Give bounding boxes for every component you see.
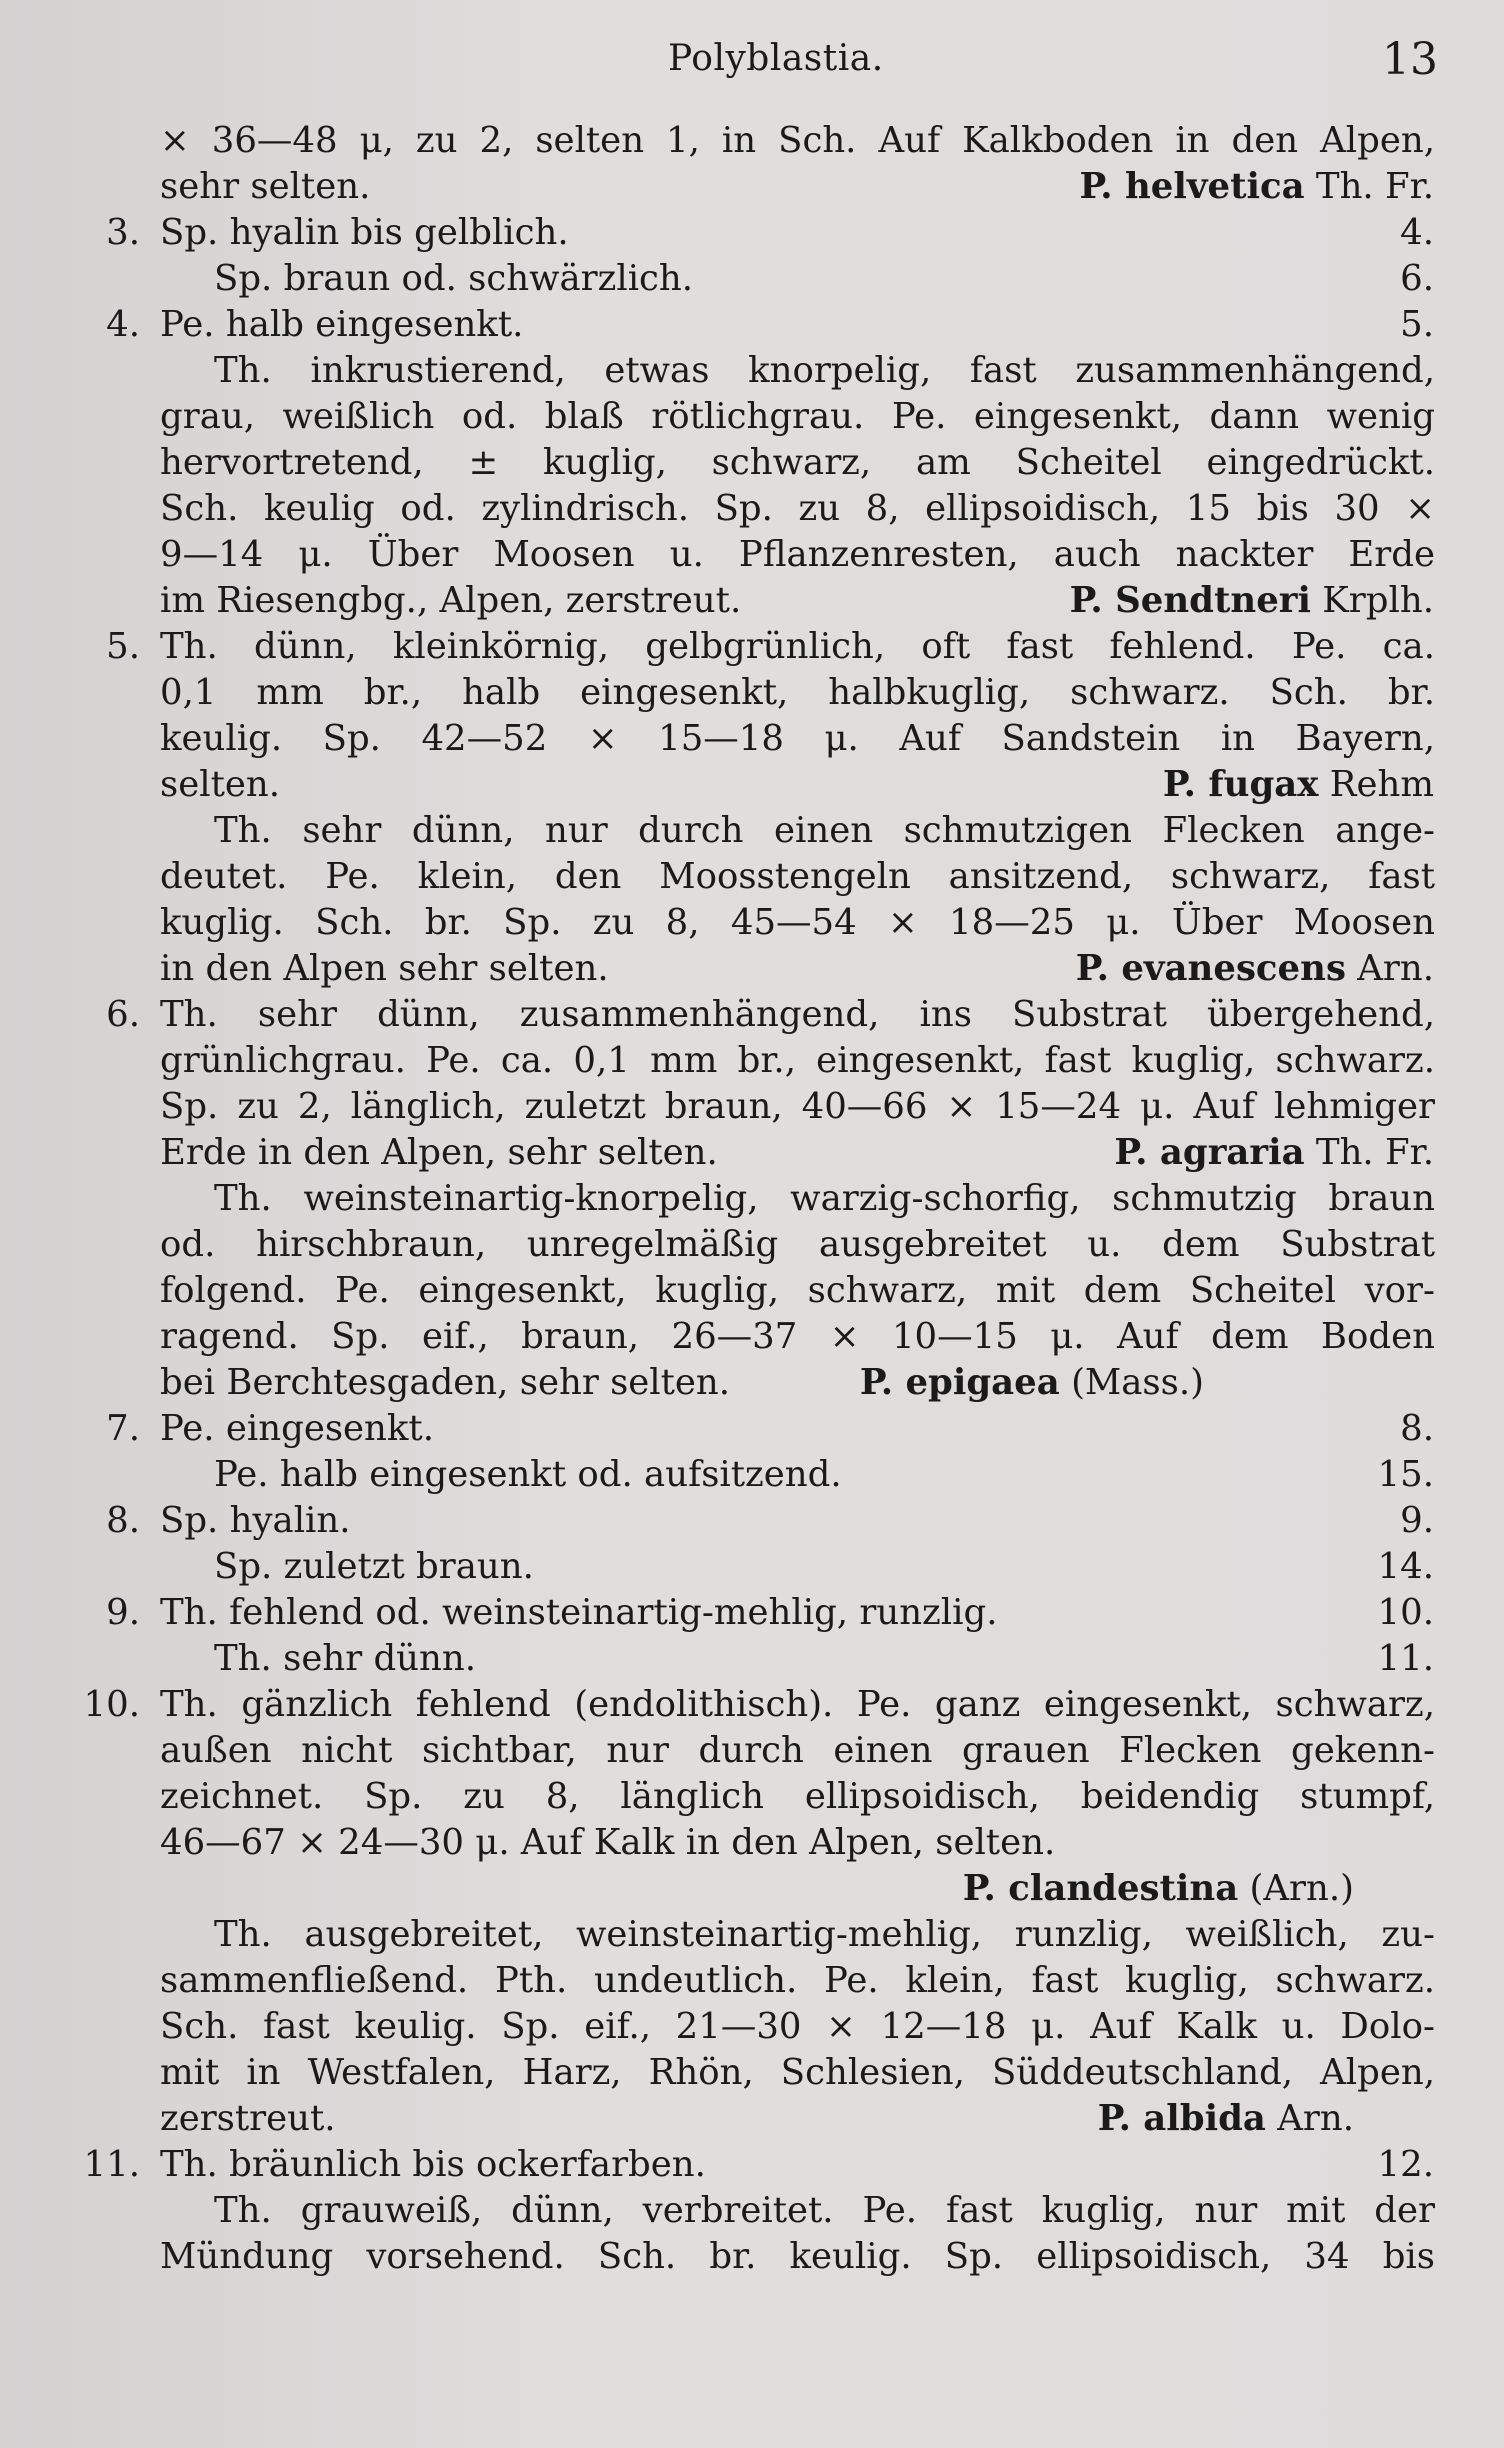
- text-line: folgend. Pe. eingesenkt, kuglig, schwarz, mit dem Scheitel vor-: [160, 1270, 1435, 1311]
- couplet-reference: 4.: [1400, 212, 1434, 253]
- key-couplet: Th. sehr dünn. 11.: [0, 1636, 1504, 1682]
- key-couplet: Sp. braun od. schwärzlich. 6.: [0, 256, 1504, 302]
- couplet-number: 3.: [106, 212, 140, 253]
- text-line: in den Alpen sehr selten. P. evanescens Arn.: [0, 946, 1504, 992]
- text-line: × 36—48 μ, zu 2, selten 1, in Sch. Auf Kalkboden in den Alpen,: [160, 120, 1435, 161]
- text-line: hervortretend, ± kuglig, schwarz, am Scheitel eingedrückt.: [160, 442, 1435, 483]
- text-line: Sch. keulig od. zylindrisch. Sp. zu 8, ellipsoidisch, 15 bis 30 ×: [160, 488, 1435, 529]
- text-line: Th. sehr dünn, nur durch einen schmutzigen Flecken ange-: [214, 810, 1435, 851]
- text-line: im Riesengbg., Alpen, zerstreut. P. Sendtneri Krplh.: [0, 578, 1504, 624]
- text-line: Th. grauweiß, dünn, verbreitet. Pe. fast kuglig, nur mit der: [214, 2190, 1435, 2231]
- couplet-number: 6.: [106, 994, 140, 1035]
- couplet-reference: 10.: [1377, 1592, 1434, 1633]
- text-line: sehr selten. P. helvetica Th. Fr.: [0, 164, 1504, 210]
- couplet-number: 9.: [106, 1592, 140, 1633]
- key-couplet: Sp. zuletzt braun. 14.: [0, 1544, 1504, 1590]
- couplet-reference: 9.: [1400, 1500, 1434, 1541]
- text-line: bei Berchtesgaden, sehr selten. P. epigaea (Mass.): [0, 1360, 1504, 1406]
- species-name: P. helvetica Th. Fr.: [1079, 166, 1434, 207]
- text-line: 9—14 μ. Über Moosen u. Pflanzenresten, auch nackter Erde: [160, 534, 1435, 575]
- couplet-reference: 8.: [1400, 1408, 1434, 1449]
- text-line: Th. ausgebreitet, weinsteinartig-mehlig, runzlig, weißlich, zu-: [214, 1914, 1435, 1955]
- key-couplet: 7. Pe. eingesenkt. 8.: [0, 1406, 1504, 1452]
- couplet-number: 5.: [106, 626, 140, 667]
- text-line: deutet. Pe. klein, den Moosstengeln ansitzend, schwarz, fast: [160, 856, 1435, 897]
- couplet-reference: 11.: [1377, 1638, 1434, 1679]
- text-line: grau, weißlich od. blaß rötlichgrau. Pe. eingesenkt, dann wenig: [160, 396, 1435, 437]
- running-title: Polyblastia.: [668, 38, 884, 79]
- key-couplet: 10. Th. gänzlich fehlend (endolithisch). Pe. ganz eingesenkt, schwarz,: [0, 1682, 1504, 1728]
- couplet-number: 7.: [106, 1408, 140, 1449]
- text-line: zeichnet. Sp. zu 8, länglich ellipsoidisch, beidendig stumpf,: [160, 1776, 1435, 1817]
- text-line: Erde in den Alpen, sehr selten. P. agraria Th. Fr.: [0, 1130, 1504, 1176]
- couplet-reference: 12.: [1377, 2144, 1434, 2185]
- text-line: außen nicht sichtbar, nur durch einen grauen Flecken gekenn-: [160, 1730, 1435, 1771]
- species-name: P. albida Arn.: [1097, 2098, 1354, 2139]
- couplet-reference: 6.: [1400, 258, 1434, 299]
- couplet-reference: 14.: [1377, 1546, 1434, 1587]
- species-name: P. agraria Th. Fr.: [1114, 1132, 1434, 1173]
- species-name: P. Sendtneri Krplh.: [1069, 580, 1434, 621]
- key-couplet: 11. Th. bräunlich bis ockerfarben. 12.: [0, 2142, 1504, 2188]
- page-number: 13: [1382, 34, 1438, 85]
- species-name: P. clandestina (Arn.): [962, 1868, 1354, 1909]
- text-line: Th. inkrustierend, etwas knorpelig, fast zusammenhängend,: [214, 350, 1435, 391]
- text-line: grünlichgrau. Pe. ca. 0,1 mm br., eingesenkt, fast kuglig, schwarz.: [160, 1040, 1435, 1081]
- text-line: mit in Westfalen, Harz, Rhön, Schlesien, Süddeutschland, Alpen,: [160, 2052, 1435, 2093]
- key-couplet: 4. Pe. halb eingesenkt. 5.: [0, 302, 1504, 348]
- running-header: [0, 34, 1504, 85]
- text-line: keulig. Sp. 42—52 × 15—18 μ. Auf Sandstein in Bayern,: [160, 718, 1435, 759]
- couplet-number: 4.: [106, 304, 140, 345]
- key-couplet: 5. Th. dünn, kleinkörnig, gelbgrünlich, oft fast fehlend. Pe. ca.: [0, 624, 1504, 670]
- couplet-number: 10.: [83, 1684, 140, 1725]
- key-couplet: Pe. halb eingesenkt od. aufsitzend. 15.: [0, 1452, 1504, 1498]
- text-line: Sch. fast keulig. Sp. eif., 21—30 × 12—18 μ. Auf Kalk u. Dolo-: [160, 2006, 1435, 2047]
- text-line: Sp. zu 2, länglich, zuletzt braun, 40—66 × 15—24 μ. Auf lehmiger: [160, 1086, 1435, 1127]
- text-line: selten. P. fugax Rehm: [0, 762, 1504, 808]
- text-line: zerstreut. P. albida Arn.: [0, 2096, 1504, 2142]
- text-line: 46—67 × 24—30 μ. Auf Kalk in den Alpen, selten.: [160, 1822, 1056, 1863]
- text-line: sammenfließend. Pth. undeutlich. Pe. klein, fast kuglig, schwarz.: [160, 1960, 1435, 2001]
- key-couplet: 9. Th. fehlend od. weinsteinartig-mehlig, runzlig. 10.: [0, 1590, 1504, 1636]
- text-line: Th. weinsteinartig-knorpelig, warzig-schorfig, schmutzig braun: [214, 1178, 1435, 1219]
- couplet-reference: 15.: [1377, 1454, 1434, 1495]
- text-line: [0, 1866, 1504, 1912]
- key-couplet: 8. Sp. hyalin. 9.: [0, 1498, 1504, 1544]
- species-name: P. fugax Rehm: [1162, 764, 1434, 805]
- key-couplet: 3. Sp. hyalin bis gelblich. 4.: [0, 210, 1504, 256]
- text-line: ragend. Sp. eif., braun, 26—37 × 10—15 μ. Auf dem Boden: [160, 1316, 1435, 1357]
- text-line: Mündung vorsehend. Sch. br. keulig. Sp. ellipsoidisch, 34 bis: [160, 2236, 1435, 2277]
- text-line: 0,1 mm br., halb eingesenkt, halbkuglig, schwarz. Sch. br.: [160, 672, 1435, 713]
- text-line: kuglig. Sch. br. Sp. zu 8, 45—54 × 18—25 μ. Über Moosen: [160, 902, 1435, 943]
- key-couplet: 6. Th. sehr dünn, zusammenhängend, ins Substrat übergehend,: [0, 992, 1504, 1038]
- text-line: od. hirschbraun, unregelmäßig ausgebreitet u. dem Substrat: [160, 1224, 1435, 1265]
- couplet-number: 11.: [83, 2144, 140, 2185]
- couplet-number: 8.: [106, 1500, 140, 1541]
- species-name: P. epigaea (Mass.): [859, 1362, 1204, 1403]
- couplet-reference: 5.: [1400, 304, 1434, 345]
- species-name: P. evanescens Arn.: [1075, 948, 1434, 989]
